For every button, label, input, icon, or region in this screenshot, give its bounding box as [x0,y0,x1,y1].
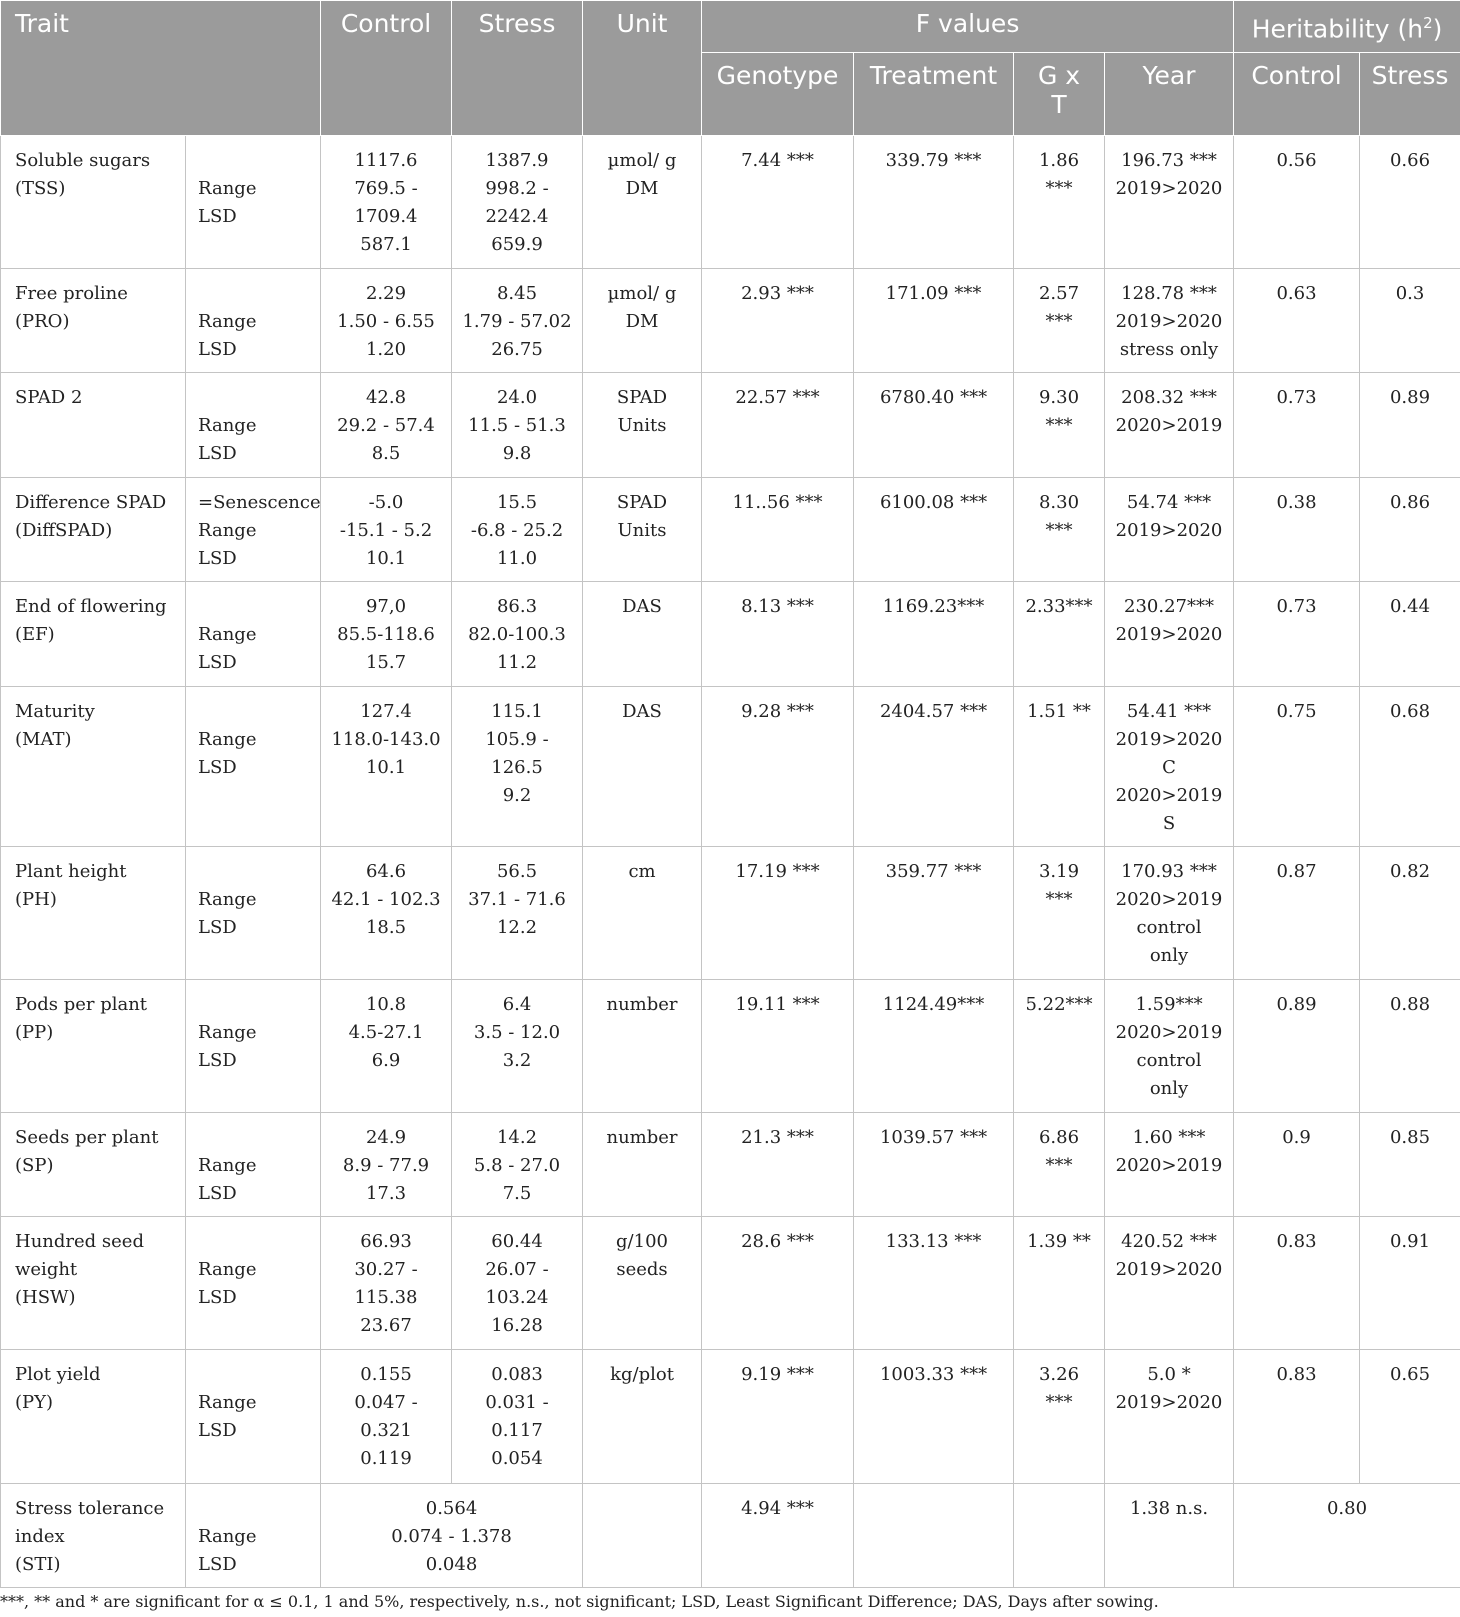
stress-cell: 1387.9 998.2 - 2242.4 659.9 [452,136,583,269]
heritability-control-cell: 0.63 [1234,269,1360,373]
unit-cell: number [583,1113,702,1217]
genotype-f-cell: 7.44 *** [702,136,854,269]
table-header [1,1,1460,136]
sti-treatment [854,1484,1014,1588]
gxt-f-cell: 6.86 *** [1014,1113,1105,1217]
treatment-f-cell: 2404.57 *** [854,687,1014,847]
stat-labels-cell: Range LSD [186,1217,321,1350]
stress-cell: 24.0 11.5 - 51.3 9.8 [452,373,583,478]
stat-labels-cell: Range LSD [186,980,321,1113]
treatment-f-cell: 6780.40 *** [854,373,1014,478]
genotype-f-cell: 8.13 *** [702,582,854,687]
year-f-cell: 54.41 *** 2019>2020 C 2020>2019 S [1105,687,1234,847]
sti-gxt [1014,1484,1105,1588]
gxt-f-cell: 3.19 *** [1014,847,1105,980]
heritability-stress-cell: 0.68 [1360,687,1460,847]
treatment-f-cell: 171.09 *** [854,269,1014,373]
stat-labels-cell: Range LSD [186,582,321,687]
gxt-f-cell: 1.51 ** [1014,687,1105,847]
heritability-stress-cell: 0.65 [1360,1350,1460,1484]
table-row-sti [1,1484,1460,1588]
header-control: Control [321,1,452,136]
trait-cell: SPAD 2 [1,373,186,478]
stat-labels-cell: Range LSD [186,1113,321,1217]
treatment-f-cell: 339.79 *** [854,136,1014,269]
gxt-f-cell: 2.33*** [1014,582,1105,687]
heritability-stress-cell: 0.88 [1360,980,1460,1113]
treatment-f-cell: 1039.57 *** [854,1113,1014,1217]
stat-labels-cell: Range LSD [186,136,321,269]
sti-trait: Stress tolerance index (STI) [1,1484,186,1588]
heritability-control-cell: 0.89 [1234,980,1360,1113]
header-stress: Stress [452,1,583,136]
sti-year: 1.38 n.s. [1105,1484,1234,1588]
trait-cell: Plant height (PH) [1,847,186,980]
control-cell: 2.29 1.50 - 6.55 1.20 [321,269,452,373]
table-row [1,478,1460,582]
genotype-f-cell: 9.19 *** [702,1350,854,1484]
heritability-control-cell: 0.73 [1234,582,1360,687]
control-cell: 42.8 29.2 - 57.4 8.5 [321,373,452,478]
genotype-f-cell: 22.57 *** [702,373,854,478]
treatment-f-cell: 1124.49*** [854,980,1014,1113]
trait-cell: Free proline (PRO) [1,269,186,373]
unit-cell: number [583,980,702,1113]
control-cell: 24.9 8.9 - 77.9 17.3 [321,1113,452,1217]
heritability-stress-cell: 0.91 [1360,1217,1460,1350]
table-row [1,136,1460,269]
table-row [1,1217,1460,1350]
unit-cell: SPAD Units [583,478,702,582]
unit-cell: DAS [583,582,702,687]
year-f-cell: 230.27*** 2019>2020 [1105,582,1234,687]
header-trait: Trait [1,1,321,136]
heritability-control-cell: 0.75 [1234,687,1360,847]
header-genotype: Genotype [702,53,854,136]
header-treatment: Treatment [854,53,1014,136]
gxt-f-cell: 2.57 *** [1014,269,1105,373]
stress-cell: 8.45 1.79 - 57.02 26.75 [452,269,583,373]
table-row [1,1350,1460,1484]
unit-cell: g/100 seeds [583,1217,702,1350]
gxt-f-cell: 1.86 *** [1014,136,1105,269]
control-cell: 10.8 4.5-27.1 6.9 [321,980,452,1113]
trait-cell: Maturity (MAT) [1,687,186,847]
header-h-stress: Stress [1360,53,1460,136]
gxt-f-cell: 3.26 *** [1014,1350,1105,1484]
sti-heritability: 0.80 [1234,1484,1460,1588]
heritability-stress-cell: 0.66 [1360,136,1460,269]
genotype-f-cell: 28.6 *** [702,1217,854,1350]
footnote: ***, ** and * are significant for α ≤ 0.1, 1 and 5%, respectively, n.s., not significant; LSD, Least Significant Difference; DAS, Days after sowing. [0,1592,1159,1611]
heritability-stress-cell: 0.86 [1360,478,1460,582]
stat-labels-cell: Range LSD [186,373,321,478]
unit-cell: kg/plot [583,1350,702,1484]
stat-labels-cell: Range LSD [186,1350,321,1484]
table-row [1,582,1460,687]
heritability-stress-cell: 0.44 [1360,582,1460,687]
treatment-f-cell: 359.77 *** [854,847,1014,980]
unit-cell: DAS [583,687,702,847]
control-cell: -5.0 -15.1 - 5.2 10.1 [321,478,452,582]
heritability-control-cell: 0.87 [1234,847,1360,980]
treatment-f-cell: 1003.33 *** [854,1350,1014,1484]
header-heritability [1234,1,1460,53]
heritability-stress-cell: 0.82 [1360,847,1460,980]
trait-cell: End of flowering (EF) [1,582,186,687]
genotype-f-cell: 2.93 *** [702,269,854,373]
year-f-cell: 170.93 *** 2020>2019 control only [1105,847,1234,980]
trait-cell: Plot yield (PY) [1,1350,186,1484]
heritability-close: ) [1432,14,1443,44]
control-cell: 97,0 85.5-118.6 15.7 [321,582,452,687]
stat-labels-cell: Range LSD [186,269,321,373]
stress-cell: 115.1 105.9 - 126.5 9.2 [452,687,583,847]
table-row [1,373,1460,478]
heritability-stress-cell: 0.3 [1360,269,1460,373]
header-unit: Unit [583,1,702,136]
year-f-cell: 208.32 *** 2020>2019 [1105,373,1234,478]
gxt-f-cell: 8.30 *** [1014,478,1105,582]
stat-labels-cell: Range LSD [186,687,321,847]
trait-cell: Difference SPAD (DiffSPAD) [1,478,186,582]
gxt-f-cell: 9.30 *** [1014,373,1105,478]
sti-unit [583,1484,702,1588]
heritability-control-cell: 0.9 [1234,1113,1360,1217]
trait-cell: Hundred seed weight (HSW) [1,1217,186,1350]
trait-cell: Soluble sugars (TSS) [1,136,186,269]
control-cell: 64.6 42.1 - 102.3 18.5 [321,847,452,980]
unit-cell: SPAD Units [583,373,702,478]
stress-cell: 60.44 26.07 - 103.24 16.28 [452,1217,583,1350]
stress-cell: 15.5 -6.8 - 25.2 11.0 [452,478,583,582]
header-gxt: G x T [1014,53,1105,136]
heritability-control-cell: 0.83 [1234,1350,1360,1484]
table-row [1,1113,1460,1217]
heritability-label: Heritability (h [1251,14,1424,44]
stress-cell: 56.5 37.1 - 71.6 12.2 [452,847,583,980]
control-cell: 1117.6 769.5 - 1709.4 587.1 [321,136,452,269]
stat-labels-cell: Range LSD [186,847,321,980]
stress-cell: 0.083 0.031 - 0.117 0.054 [452,1350,583,1484]
genotype-f-cell: 9.28 *** [702,687,854,847]
genotype-f-cell: 21.3 *** [702,1113,854,1217]
trait-cell: Pods per plant (PP) [1,980,186,1113]
table-body [1,136,1460,1588]
year-f-cell: 196.73 *** 2019>2020 [1105,136,1234,269]
header-year: Year [1105,53,1234,136]
control-cell: 0.155 0.047 - 0.321 0.119 [321,1350,452,1484]
header-f-values: F values [702,1,1234,53]
table-row [1,687,1460,847]
year-f-cell: 420.52 *** 2019>2020 [1105,1217,1234,1350]
table-row [1,980,1460,1113]
year-f-cell: 128.78 *** 2019>2020 stress only [1105,269,1234,373]
stress-cell: 86.3 82.0-100.3 11.2 [452,582,583,687]
control-cell: 127.4 118.0-143.0 10.1 [321,687,452,847]
stress-cell: 6.4 3.5 - 12.0 3.2 [452,980,583,1113]
unit-cell: µmol/ g DM [583,269,702,373]
year-f-cell: 54.74 *** 2019>2020 [1105,478,1234,582]
trait-cell: Seeds per plant (SP) [1,1113,186,1217]
table-row [1,269,1460,373]
sti-value: 0.564 0.074 - 1.378 0.048 [321,1484,583,1588]
stress-cell: 14.2 5.8 - 27.0 7.5 [452,1113,583,1217]
year-f-cell: 1.59*** 2020>2019 control only [1105,980,1234,1113]
unit-cell: cm [583,847,702,980]
treatment-f-cell: 6100.08 *** [854,478,1014,582]
year-f-cell: 1.60 *** 2020>2019 [1105,1113,1234,1217]
genotype-f-cell: 11..56 *** [702,478,854,582]
header-h-control: Control [1234,53,1360,136]
heritability-stress-cell: 0.85 [1360,1113,1460,1217]
unit-cell: µmol/ g DM [583,136,702,269]
heritability-control-cell: 0.73 [1234,373,1360,478]
gxt-f-cell: 5.22*** [1014,980,1105,1113]
heritability-control-cell: 0.83 [1234,1217,1360,1350]
treatment-f-cell: 133.13 *** [854,1217,1014,1350]
sti-stat-labels: Range LSD [186,1484,321,1588]
gxt-f-cell: 1.39 ** [1014,1217,1105,1350]
heritability-superscript: 2 [1423,14,1433,32]
year-f-cell: 5.0 * 2019>2020 [1105,1350,1234,1484]
sti-genotype: 4.94 *** [702,1484,854,1588]
genotype-f-cell: 19.11 *** [702,980,854,1113]
heritability-control-cell: 0.56 [1234,136,1360,269]
heritability-stress-cell: 0.89 [1360,373,1460,478]
control-cell: 66.93 30.27 - 115.38 23.67 [321,1217,452,1350]
table-row [1,847,1460,980]
heritability-control-cell: 0.38 [1234,478,1360,582]
treatment-f-cell: 1169.23*** [854,582,1014,687]
stat-labels-cell: =Senescence Range LSD [186,478,321,582]
genotype-f-cell: 17.19 *** [702,847,854,980]
